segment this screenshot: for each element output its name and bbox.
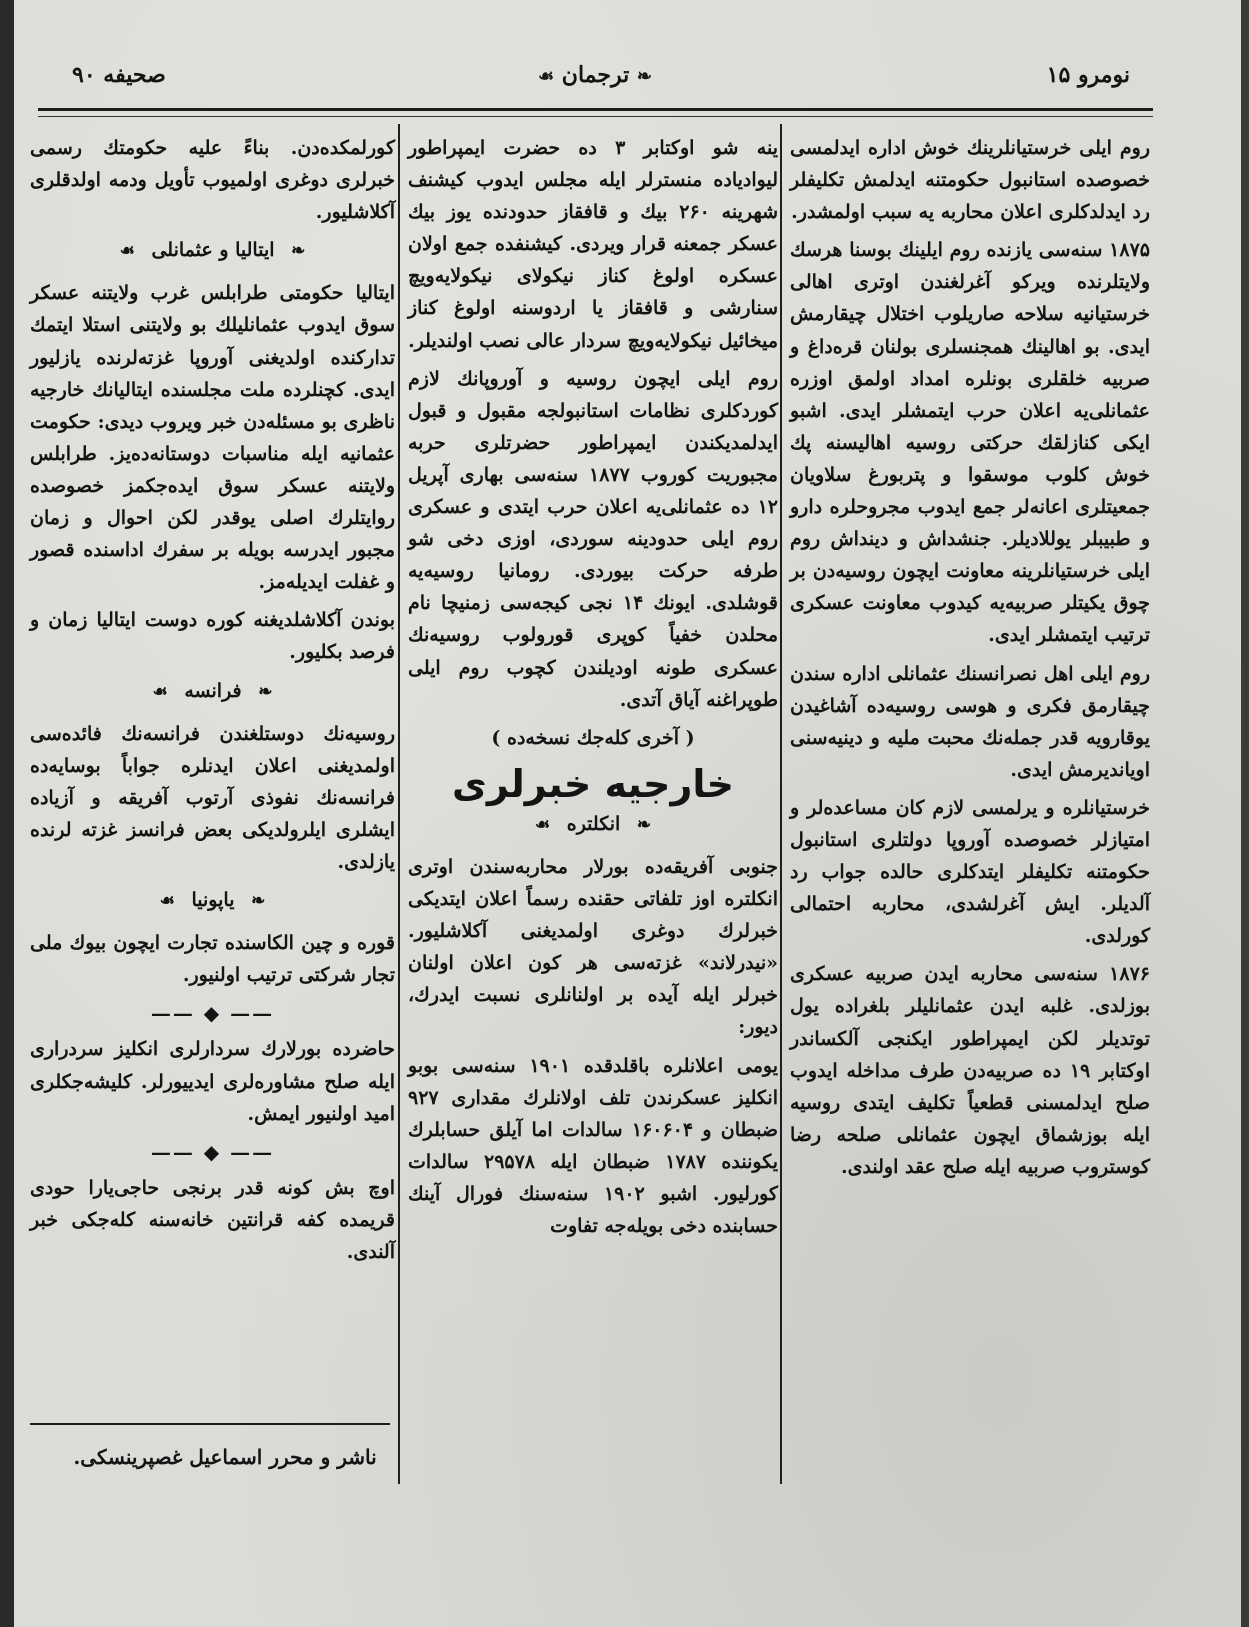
- article-paragraph: کورلمکده‌دن. بناءً علیه حکومتك رسمی خبرلری دوغری اولمیوب تأویل ودمه اولدقلری آکلاشلیور.: [30, 137, 395, 224]
- article-paragraph: روم ایلی ایچون روسیه و آوروپانك لازم کوردکلری نظامات استانبولجه مقبول و قبول ایدلمدیکندن ایمپراطور حضرتلری حربه مجبوریت کوروب ۱۸۷۷ سنه‌سی بهاری آپریل ۱۲ ده عثمانلی‌یه اعلان حرب ایتدی و عسکری روم ایلی حدودینه سوردی، اوزی دخی شو طرفه حرکت بیوردی. رومانیا روسیه‌یه قوشلدی. ایونك ۱۴ نجی کیجه‌سی زمنیچا نام محلدن خفیاً کوپری قورولوب روسیه‌نك عسکری طونه اودیلندن کچوب روم ایلی طوپراغنه آیاق آتدی.: [408, 367, 778, 711]
- ornament-icon: ☙: [159, 891, 175, 912]
- section-heading: [30, 675, 395, 708]
- scan-edge-left: [0, 0, 14, 1627]
- masthead: [30, 62, 1160, 102]
- ornament-icon: ❧: [258, 681, 273, 702]
- divider-ornament-icon: —— ◆ ——: [150, 1001, 275, 1026]
- article-paragraph: خرستیانلره و یرلمسی لازم کان مساعده‌لر و امتیازلر خصوصده آوروپا دولتلری استانبول حکومتنه تکلیفلر ایتدکلری حالده جواب رد آلدیلر. ایش آغرلشدی، محاربه احتمالی کورلدی.: [790, 796, 1150, 948]
- column-left: [30, 132, 395, 1274]
- section-heading-text: یاپونیا: [191, 889, 235, 912]
- header-rule: [38, 108, 1153, 111]
- continued-note: ( آخری کله‌جك نسخه‌ده ): [491, 726, 695, 749]
- column-divider: [780, 124, 782, 1484]
- article-paragraph: روم ایلی اهل نصرانسنك عثمانلی اداره سندن چیقارمق فکری و هوسی روسیه‌ده آشاغیدن یوقارویه قدر جمله‌نك محبت ملیه و دینیه‌سنی اویاندیرمش ایدی.: [790, 662, 1150, 781]
- newspaper-title-text: ترجمان: [561, 62, 630, 88]
- ornament-icon: ❧: [636, 66, 653, 87]
- section-heading: [30, 234, 395, 267]
- section-heading-text: فرانسه: [184, 679, 242, 702]
- section-heading-text: ایتالیا و عثمانلی: [151, 239, 275, 262]
- news-item: حاضرده بورلارك سردارلری انکلیز سردراری ایله صلح مشاوره‌لری ایدییورلر. کلیشه‌جکلری امید اولنیور ایمش.: [30, 1038, 395, 1125]
- column-middle: [408, 132, 778, 1248]
- ornament-icon: ☙: [119, 241, 135, 262]
- article-paragraph: روم ایلی خرستیانلرینك خوش اداره ایدلمسی خصوصده استانبول حکومتنه ایدلمش تکلیفلر رد ایدلدکلری اعلان محاربه یه سبب اولمشدر.: [790, 137, 1150, 224]
- section-heading-text: انکلتره: [566, 812, 621, 835]
- section-heading: [30, 884, 395, 917]
- article-paragraph: قوره و چین الکاسنده تجارت ایچون بیوك ملی تجار شرکتی ترتیب اولنیور.: [30, 932, 395, 987]
- ornament-icon: ❧: [636, 814, 652, 835]
- newspaper-title: [30, 62, 1160, 88]
- article-paragraph: روسیه‌نك دوستلغندن فرانسه‌نك فائده‌سی اولمدیغنی اعلان ایدنلره جواباً بوسایه‌ده فرانسه‌نك نفوذی آرتوب آفریقه و آزیاده ایشلری ایلرولدیکی بعض فرانسز غزته لرنده یازلدی.: [30, 722, 395, 873]
- page-number: صحیفه ۹۰: [72, 62, 166, 88]
- article-paragraph: بوندن آکلاشلدیغنه کوره دوست ایتالیا زمان و فرصد بکلیور.: [30, 609, 395, 664]
- article-paragraph: ۱۸۷۶ سنه‌سی محاربه ایدن صربیه عسکری بوزلدی. غلبه ایدن عثمانلیلر بلغراده یول توتدیلر لکن ایمپراطور ایکنجی آلکساندر اوکتابر ۱۹ ده صربیه‌دن طرف مداخله ایدوب صلح ایدلمسنی قطعیاً تکلیف ایتدی روسیه ایله بوزشماق ایچون عثمانلی صلحه رضا کوستروب صربیه ایله صلح عقد اولندی.: [790, 963, 1150, 1178]
- news-item: اوچ بش کونه قدر برنجی حاجی‌یارا حودی قریمده کفه قرانتین خانه‌سنه کله‌جکی خبر آلندی.: [30, 1176, 395, 1263]
- article-paragraph: ۱۸۷۵ سنه‌سی یازنده روم ایلینك بوسنا هرسك ولایتلرنده ویرکو آغرلغندن اوتری اهالی خرستیانیه سلاحه صاریلوب اختلال چیقارمش ایدی. بو اهالینك همجنسلری بولنان قره‌داغ و صربیه خلقلری بونلره امداد اولمق اوزره عثمانلی‌یه اعلان حرب ایتمشلر ایدی. اشبو ایکی کنازلقك حرکتی روسیه اهالیسنه پك خوش کلوب موسقوا و پتربورغ سلاویان جمعیتلری اعانه‌لر جمع ایدوب مجروحلره دارو و طبیبلر یوللادیلر. جنشداش و دینداش روم ایلی خرستیانلرینه معاونت ایچون روسیه‌دن بر چوق یکیتلر صربیه‌یه کیدوب معاونت عسکری ترتیب ایتمشلر ایدی.: [790, 239, 1150, 647]
- article-paragraph: جنوبی آفریقه‌ده بورلار محاربه‌سندن اوتری انکلتره اوز تلفاتی حقنده رسماً اعلان ایتدیکی خبرلرك دوغری اولمدیغنی آکلاشلیور. «نیدرلاند» غزته‌سی هر کون اعلان اولنان خبرلر ایله آیده بر اولنانلری نسبت ایدرك، دیور:: [408, 855, 778, 1039]
- column-divider: [398, 124, 400, 1484]
- ornament-icon: ☙: [152, 681, 168, 702]
- publisher-line: ناشر و محرر اسماعیل غصپرینسکی.: [73, 1445, 377, 1469]
- header-rule-thin: [38, 116, 1153, 117]
- footer-rule: [30, 1423, 390, 1425]
- ornament-icon: ☙: [537, 66, 555, 87]
- ornament-icon: ❧: [251, 891, 266, 912]
- column-right: [790, 132, 1150, 1189]
- ornament-icon: ☙: [534, 814, 551, 835]
- divider-ornament-icon: —— ◆ ——: [150, 1139, 275, 1164]
- article-paragraph: ینه شو اوکتابر ۳ ده حضرت ایمپراطور لیوادیاده منسترلر ایله مجلس ایدوب کیشنف شهرینه ۲۶۰ بیك و قافقاز حدودنده یوز بیك عسکر جمعنه قرار ویردی. کیشنفده جمع اولان عسکره اولوغ کناز نیکولای نیکولایه‌ویچ سنارشی و قافقاز یا اردوسنه اولوغ کناز میخائیل نیکولایه‌ویچ سردار عالی نصب اولندیلر.: [408, 137, 779, 352]
- ornament-icon: ❧: [291, 241, 306, 262]
- section-heading: [408, 808, 778, 841]
- article-paragraph: یومی اعلانلره باقلدقده ۱۹۰۱ سنه‌سی بوبو انکلیز عسکرندن تلف اولانلرك مقداری ۹۲۷ ضبطان و ۱۶۰۶۰۴ سالدات اما آیلق حسابلرك یکوننده ۱۷۸۷ ضبطان ایله ۲۹۵۷۸ سالدات کورلیور. اشبو ۱۹۰۲ سنه‌سنك فورال آینك حسابنده دخی بویله‌جه تفاوت: [408, 1054, 778, 1237]
- article-paragraph: ایتالیا حکومتی طرابلس غرب ولایتنه عسکر سوق ایدوب عثمانلیلك بو ولایتنی استلا ایتمك تدارکنده اولدیغنی آوروپا غزته‌لرنده یازلیور ایدی. کچنلرده ملت مجلسنده ایتالیانك خارجیه ناظری بو مسئله‌دن خبر ویروب دیدی: حکومت عثمانیه ایله مناسبات دوستانه‌ده‌یز. طرابلس ولایتنه عسکر سوق ایده‌جکمز خصوصده روایتلرك اصلی یوقدر لکن احوال و زمان مجبور ایدرسه بویله بر سفرك اداسنده قصور و غفلت ایدیله‌مز.: [30, 282, 395, 594]
- scan-edge-right: [1241, 0, 1249, 1627]
- section-title: خارجیه خبرلری: [452, 761, 734, 806]
- issue-number: نومرو ۱۵: [1046, 62, 1130, 88]
